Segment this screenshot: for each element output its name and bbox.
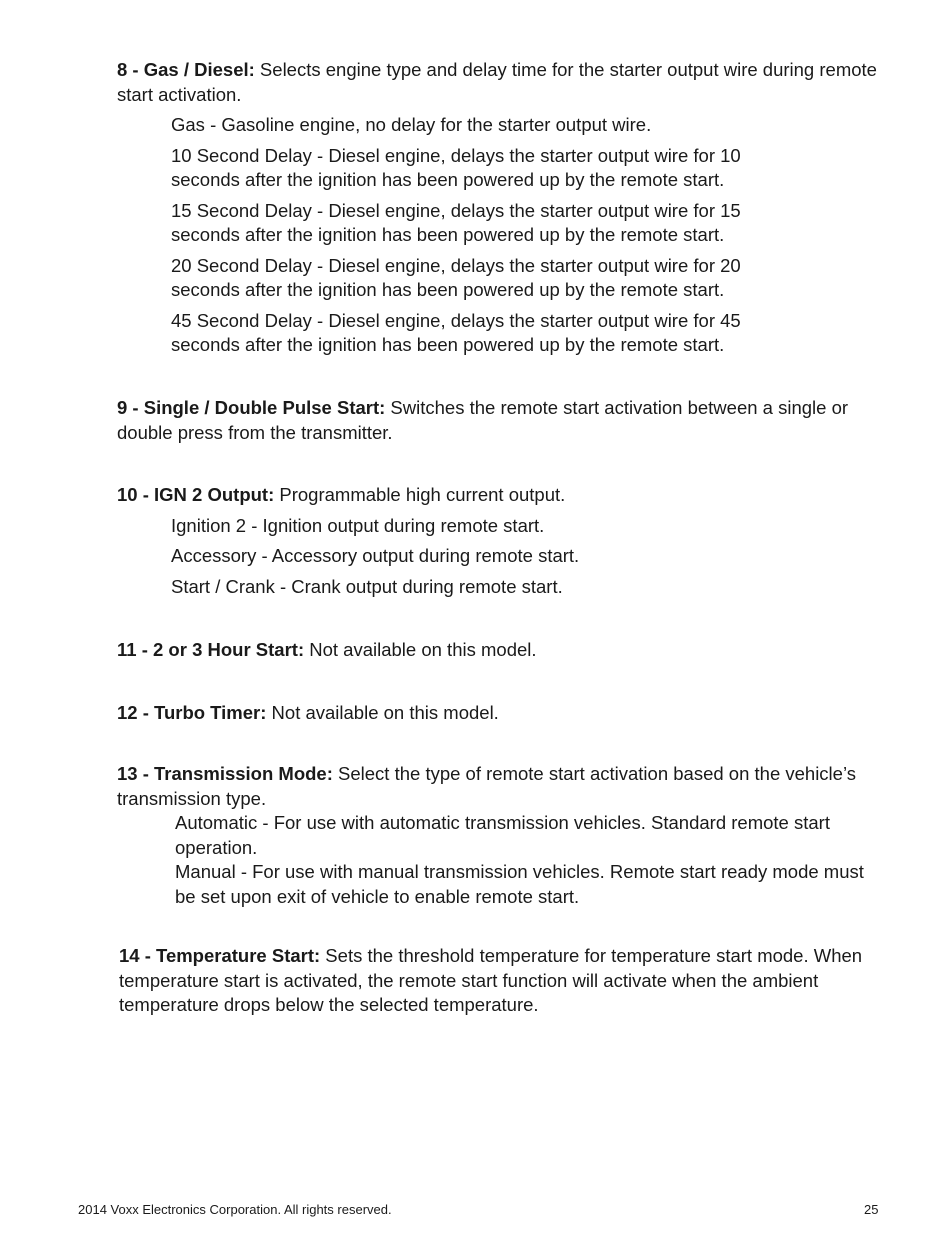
section-text: Not available on this model. [266, 702, 499, 723]
section-paragraph [119, 944, 864, 1018]
section-turbo-timer [117, 701, 877, 726]
section-temperature-start [119, 944, 864, 1018]
section-paragraph [117, 638, 877, 663]
section-ign2-output [117, 483, 877, 599]
section-text: Not available on this model. [304, 639, 537, 660]
option-item: Gas - Gasoline engine, no delay for the starter output wire. [171, 114, 652, 135]
section-heading: 9 - Single / Double Pulse Start: [117, 397, 386, 418]
option-item: Accessory - Accessory output during remote start. [171, 545, 580, 566]
section-transmission-mode [117, 762, 877, 909]
section-gas-diesel [117, 58, 877, 358]
section-text: Selects engine type and delay time for the starter output wire during remote start activation. [117, 59, 877, 105]
section-heading: 10 - IGN 2 Output: [117, 484, 275, 505]
section-pulse-start [117, 396, 877, 445]
section-heading: 12 - Turbo Timer: [117, 702, 267, 723]
section-heading: 8 - Gas / Diesel: [117, 59, 255, 80]
section-heading: 14 - Temperature Start: [119, 945, 321, 966]
footer-copyright: 2014 Voxx Electronics Corporation. All rights reserved. [78, 1202, 392, 1217]
section-text: Switches the remote start activation between a single or double press from the transmitter. [117, 397, 849, 443]
option-item: Ignition 2 - Ignition output during remote start. [171, 514, 545, 536]
section-paragraph [117, 396, 877, 445]
section-hour-start [117, 638, 877, 663]
option-item: Automatic - For use with automatic transmission vehicles. Standard remote start operation. [175, 812, 830, 858]
option-item: 10 Second Delay - Diesel engine, delays the starter output wire for 10 seconds after the ignition has been powered up by the remote start. [171, 144, 741, 190]
section-heading: 11 - 2 or 3 Hour Start: [117, 639, 305, 660]
option-item: Manual - For use with manual transmission vehicles. Remote start ready mode must be set upon exit of vehicle to enable remote start. [175, 861, 864, 907]
option-item: 45 Second Delay - Diesel engine, delays the starter output wire for 45 seconds after the ignition has been powered up by the remote start. [171, 309, 741, 355]
section-paragraph [117, 483, 877, 508]
option-item: 15 Second Delay - Diesel engine, delays the starter output wire for 15 seconds after the ignition has been powered up by the remote start. [171, 199, 741, 245]
section-text: Programmable high current output. [274, 484, 566, 505]
page-number: 25 [864, 1202, 879, 1217]
section-text: Sets the threshold temperature for temperature start mode. When temperature start is activated, the remote start function will activate when the ambient temperature drops below the selected temperature. [119, 945, 863, 1015]
option-item: Start / Crank - Crank output during remote start. [171, 575, 563, 597]
section-text: Select the type of remote start activation based on the vehicle’s transmission type. [117, 763, 856, 809]
section-paragraph [117, 762, 877, 811]
option-item: 20 Second Delay - Diesel engine, delays the starter output wire for 20 seconds after the ignition has been powered up by the remote start. [171, 254, 741, 300]
section-paragraph [117, 701, 877, 726]
section-heading: 13 - Transmission Mode: [117, 763, 333, 784]
section-paragraph [117, 58, 877, 107]
